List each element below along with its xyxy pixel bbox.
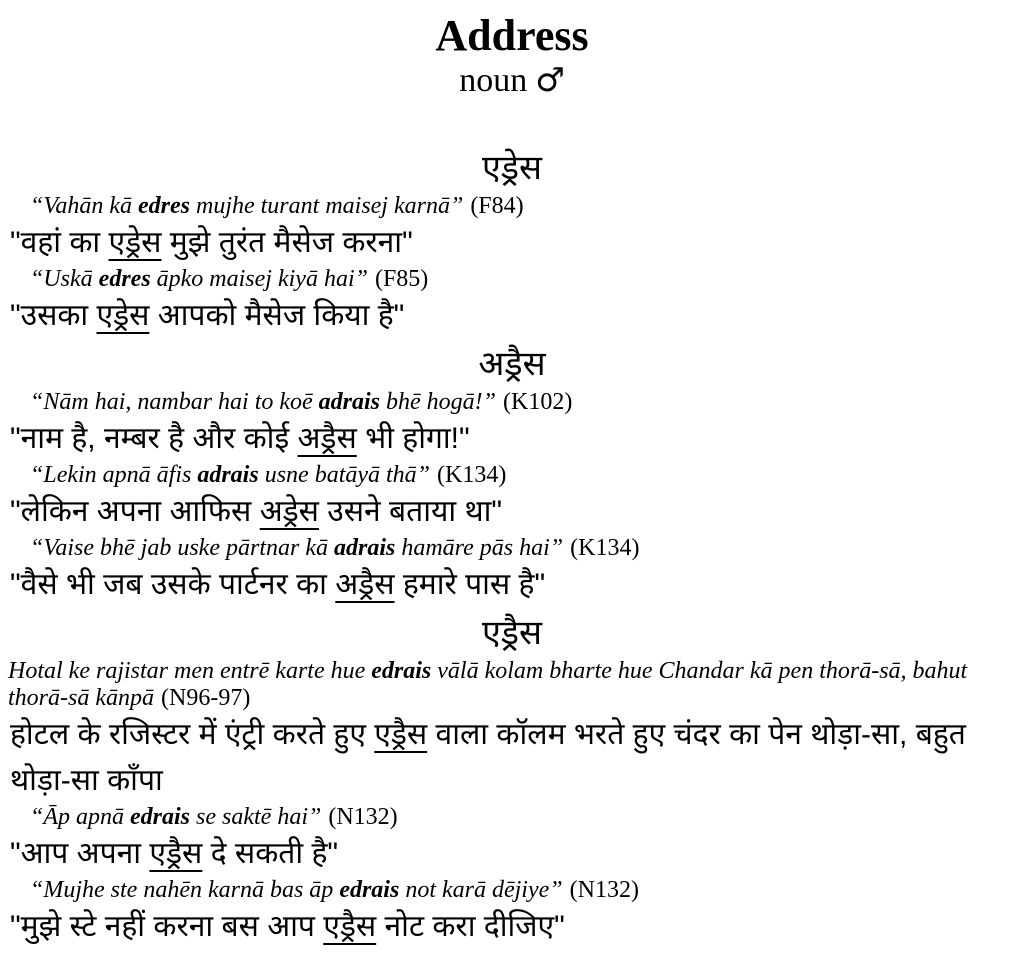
example-hindi — [0, 416, 1024, 462]
roman-text: “Āp apnā — [30, 804, 131, 830]
roman-text: “Nām hai, nambar hai to koē — [30, 389, 319, 415]
example-roman — [0, 535, 1024, 562]
hindi-text: आपको मैसेज किया है" — [149, 299, 405, 332]
source-citation: (K134) — [437, 462, 507, 488]
roman-keyword: adrais — [197, 462, 259, 488]
source-citation: (N132) — [328, 804, 398, 830]
hindi-text: "वहां का — [10, 226, 109, 259]
example-hindi — [0, 831, 1024, 877]
hindi-keyword-underlined: एड्रैस — [323, 910, 377, 943]
roman-text: Hotal ke rajistar men entrē karte hue — [8, 658, 372, 684]
hindi-text: दे सकती है" — [202, 837, 339, 870]
roman-text: bhē hogā!” — [380, 389, 497, 415]
hindi-keyword-underlined: एड्रैस — [149, 837, 203, 870]
hindi-keyword-underlined: अड्रैस — [335, 568, 395, 601]
example-roman — [0, 877, 1024, 904]
example-roman — [0, 389, 1024, 416]
roman-keyword: edrais — [130, 804, 191, 830]
roman-text: āpko maisej kiyā hai” — [150, 266, 368, 292]
roman-text: “Mujhe ste nahēn karnā bas āp — [30, 877, 340, 903]
hindi-text: "वैसे भी जब उसके पार्टनर का — [10, 568, 336, 601]
source-citation: (F84) — [470, 193, 524, 219]
roman-keyword: adrais — [318, 389, 381, 415]
hindi-text: उसने बताया था" — [318, 495, 503, 528]
page-title: Address — [435, 11, 589, 60]
example-hindi — [0, 904, 1024, 950]
hindi-keyword-underlined: एड्रेस — [96, 299, 150, 332]
hindi-text: मुझे तुरंत मैसेज करना" — [161, 226, 413, 259]
source-citation: (N96-97) — [161, 685, 251, 711]
roman-text: hamāre pās hai” — [395, 535, 564, 561]
roman-keyword: edres — [138, 193, 190, 219]
hindi-text: भी होगा!" — [356, 422, 470, 455]
source-citation: (K102) — [503, 389, 573, 415]
sense-section-3 — [0, 608, 1024, 950]
hindi-text: होटल के रजिस्टर में एंट्री करते हुए — [10, 718, 375, 751]
roman-text: “Vahān kā — [30, 193, 138, 219]
example-roman — [0, 804, 1024, 831]
hindi-text: "उसका — [10, 299, 97, 332]
roman-text: usne batāyā thā” — [258, 462, 431, 488]
headword-devanagari: एड्रैस — [482, 614, 542, 652]
hindi-text: वाला कॉलम भरते हुए चंदर का पेन थोड़ा-सा, बहुत थोड़ा-सा काँपा — [10, 718, 966, 797]
part-of-speech-line — [0, 60, 1024, 101]
example-roman — [0, 266, 1024, 293]
source-citation: (K134) — [570, 535, 640, 561]
headword-devanagari: अड्रैस — [478, 345, 546, 383]
example-roman — [0, 193, 1024, 220]
headword-devanagari: एड्रेस — [482, 149, 542, 187]
part-of-speech-label: noun — [459, 62, 528, 99]
source-citation: (F85) — [374, 266, 429, 292]
hindi-keyword-underlined: एड्रेस — [108, 226, 162, 259]
roman-text: mujhe turant maisej karnā” — [189, 193, 464, 219]
roman-keyword: adrais — [333, 535, 396, 561]
hindi-keyword-underlined: एड्रैस — [374, 718, 428, 751]
example-hindi — [0, 220, 1024, 266]
sense-section-2 — [0, 339, 1024, 608]
hindi-text: नोट करा दीजिए" — [376, 910, 565, 943]
hindi-text: "नाम है, नम्बर है और कोई — [10, 422, 298, 455]
roman-text: “Vaise bhē jab uske pārtnar kā — [30, 535, 334, 561]
example-hindi — [0, 489, 1024, 535]
roman-text: not karā dējiye” — [399, 877, 563, 903]
source-citation: (N132) — [569, 877, 639, 903]
example-hindi — [0, 562, 1024, 608]
hindi-keyword-underlined: अड्रेस — [259, 495, 319, 528]
example-roman — [0, 462, 1024, 489]
hindi-text: "लेकिन अपना आफिस — [10, 495, 260, 528]
roman-keyword: edrais — [371, 658, 432, 684]
roman-keyword: edres — [98, 266, 151, 292]
roman-text: se saktē hai” — [190, 804, 322, 830]
example-hindi — [0, 293, 1024, 339]
hindi-text: हमारे पास है" — [394, 568, 546, 601]
example-roman-narrative — [0, 658, 1024, 712]
sense-section-1 — [0, 143, 1024, 339]
example-hindi — [0, 712, 1024, 804]
male-gender-icon: ♂ — [535, 60, 565, 99]
hindi-text: "आप अपना — [10, 837, 150, 870]
roman-keyword: edrais — [339, 877, 400, 903]
roman-text: vālā kolam bharte hue Chandar kā pen thorā-sā, bahut thorā-sā kānpā — [8, 658, 968, 711]
roman-text: “Lekin apnā āfis — [30, 462, 198, 488]
hindi-text: "मुझे स्टे नहीं करना बस आप — [10, 910, 324, 943]
roman-text: “Uskā — [30, 266, 99, 292]
hindi-keyword-underlined: अड्रैस — [297, 422, 357, 455]
